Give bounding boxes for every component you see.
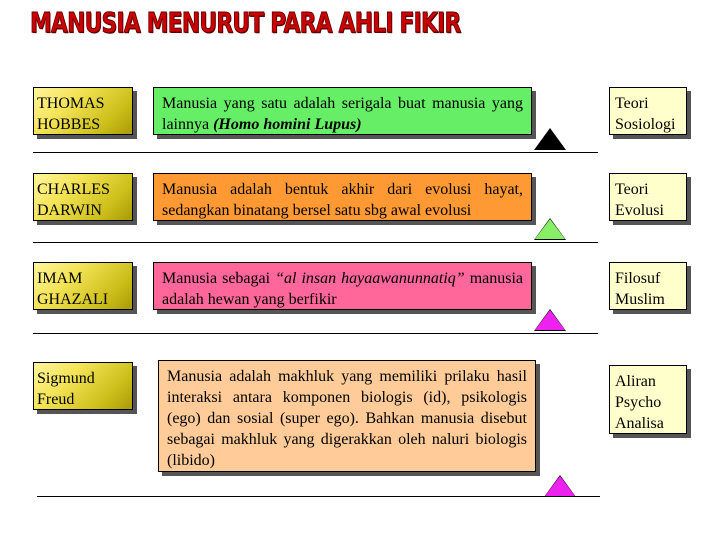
definition-text: Manusia adalah bentuk akhir dari evolusi hayat, sedangkan binatang bersel satu sbg awal evolusi	[162, 181, 523, 219]
thinker-name-darwin	[33, 173, 133, 221]
page-title: MANUSIA MENURUT PARA AHLI FIKIR	[30, 6, 461, 39]
theory-label-line3: Analisa	[615, 415, 664, 432]
theory-label-darwin	[609, 173, 687, 221]
thinker-name-line1: CHARLES	[37, 181, 110, 198]
thinker-name-line1: THOMAS	[37, 95, 105, 112]
thinker-name-line2: DARWIN	[37, 202, 102, 219]
thinker-name-hobbes	[33, 87, 133, 135]
thinker-name-line1: IMAM	[37, 270, 83, 287]
theory-label-line1: Filosuf	[615, 270, 661, 287]
definition-box-darwin	[153, 173, 532, 221]
theory-label-line2: Psycho	[615, 394, 662, 411]
row-divider-line	[33, 242, 598, 243]
triangle-marker-magenta	[544, 475, 576, 497]
definition-box-freud	[158, 360, 536, 472]
thinker-name-freud	[33, 362, 133, 410]
theory-label-freud	[609, 365, 687, 434]
definition-latin-phrase: (Homo homini Lupus)	[213, 116, 362, 133]
row-divider-line	[37, 496, 600, 497]
definition-box-ghazali	[153, 262, 532, 310]
row-divider-line	[33, 152, 598, 153]
definition-text-rest: manusia adalah hewan yang berfikir	[162, 270, 524, 308]
thinker-name-ghazali	[33, 262, 133, 310]
theory-label-line2: Evolusi	[615, 202, 664, 219]
definition-text-intro: Manusia sebagai	[162, 270, 276, 287]
theory-label-line1: Teori	[615, 95, 649, 112]
theory-label-line1: Teori	[615, 181, 649, 198]
triangle-marker-green	[534, 218, 566, 240]
definition-box-hobbes	[153, 87, 532, 135]
definition-text: Manusia yang satu adalah serigala buat manusia yang lainnya	[162, 95, 523, 133]
theory-label-line1: Aliran	[615, 373, 656, 390]
thinker-name-line1: Sigmund	[37, 370, 95, 387]
theory-label-ghazali	[609, 262, 687, 310]
theory-label-line2: Muslim	[615, 291, 665, 308]
thinker-name-line2: HOBBES	[37, 116, 101, 133]
theory-label-hobbes	[609, 87, 687, 135]
triangle-marker-magenta	[534, 309, 566, 331]
thinker-name-line2: Freud	[37, 391, 75, 408]
definition-text: Manusia adalah makhluk yang memiliki prilaku hasil interaksi antara komponen biologis (id), psikologis (ego) dan sosial (super ego). Bahkan manusia disebut sebagai makhluk yang digerakkan oleh naluri biologis (libido)	[167, 368, 527, 469]
thinker-name-line2: GHAZALI	[37, 291, 109, 308]
theory-label-line2: Sosiologi	[615, 116, 676, 133]
row-divider-line	[33, 333, 598, 334]
triangle-marker-black	[534, 128, 566, 150]
definition-arabic-phrase: “al insan hayaawanunnatiq”	[275, 270, 465, 287]
